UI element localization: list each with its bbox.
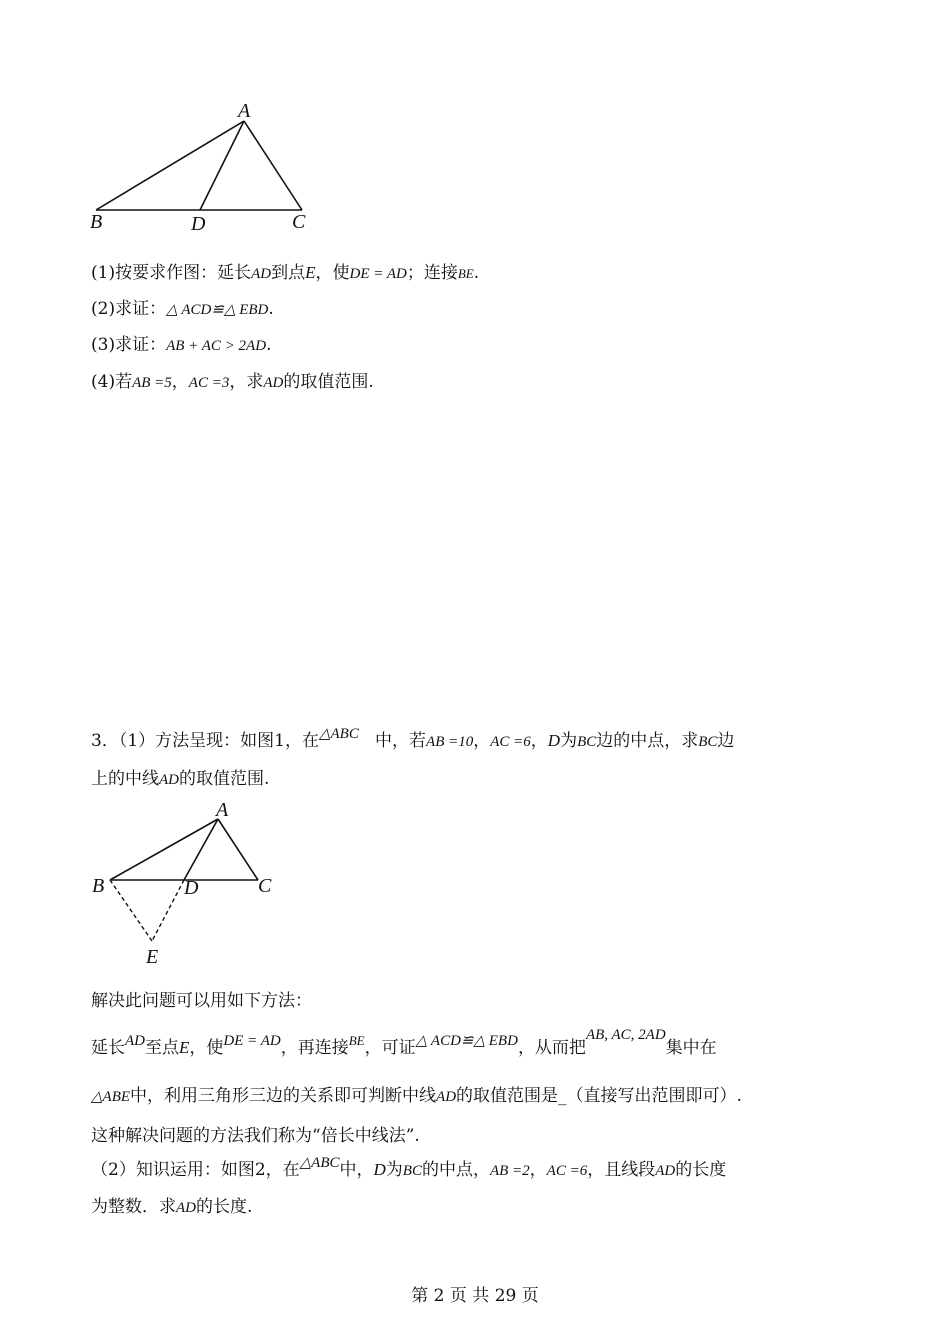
q3-line4: 延长AD至点E，使DE = AD，再连接$^{BE}$，可证△ ACD≌△ EBD，从而把AB, AC, 2AD集中在 <box>91 1027 717 1058</box>
label-c: C <box>292 211 306 233</box>
page-number: 2 <box>433 1286 445 1306</box>
q3-line2: 上的中线AD的取值范围. <box>91 769 270 789</box>
q3-line8: 为整数．求AD的长度. <box>91 1197 253 1217</box>
label-b: B <box>90 211 103 233</box>
label-d: D <box>184 877 199 899</box>
label-b: B <box>92 875 105 897</box>
label-c: C <box>258 875 272 897</box>
q2-part1: (1)按要求作图：延长AD到点E，使DE = AD；连接BE. <box>91 263 480 283</box>
label-a: A <box>216 799 229 821</box>
q2-part4: (4)若AB =5，AC =3，求AD的取值范围. <box>91 372 374 392</box>
q3-line6: 这种解决问题的方法我们称为“倍长中线法”. <box>91 1126 420 1146</box>
triangle-figure-1 <box>80 95 330 240</box>
segment-ac <box>244 121 302 210</box>
q3-line3: 解决此问题可以用如下方法： <box>91 991 312 1011</box>
page-footer: 第 2 页 共 29 页 <box>411 1286 539 1306</box>
label-a: A <box>238 100 251 122</box>
total-pages: 29 <box>494 1286 517 1306</box>
label-d: D <box>191 213 206 235</box>
triangle-figure-2 <box>80 798 290 973</box>
q2-part2: (2)求证：△ ACD≌△ EBD. <box>91 299 274 319</box>
q3-line5: △ABE中，利用三角形三边的关系即可判断中线AD的取值范围是_（直接写出范围即可）. <box>91 1086 742 1106</box>
label-e: E <box>146 946 159 968</box>
q3-line1: 3．（1）方法呈现：如图1，在△ABC 中，若AB =10，AC =6，D为BC边的中点，求BC边 <box>91 726 735 751</box>
segment-de-dashed <box>152 880 184 941</box>
segment-ac <box>218 819 258 880</box>
q3-line7: （2）知识运用：如图2，在△ABC中，D为BC的中点，AB =2，AC =6，且线段AD的长度 <box>91 1155 727 1180</box>
segment-be-dashed <box>110 880 152 941</box>
q2-part3: (3)求证：AB + AC > 2AD. <box>91 335 272 355</box>
